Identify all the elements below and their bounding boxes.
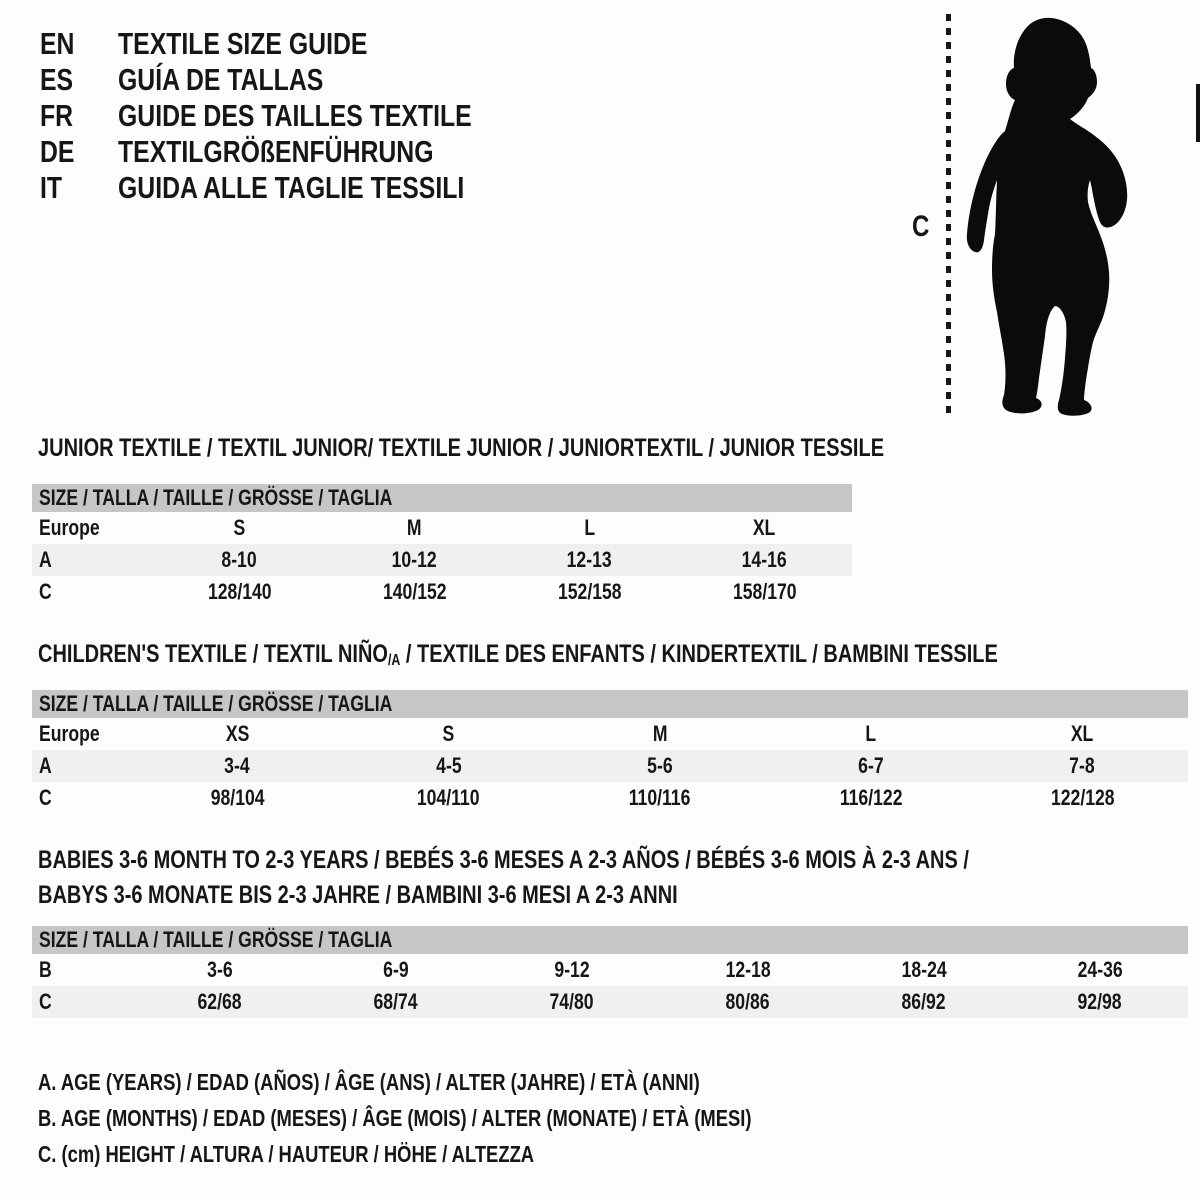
junior-size-table — [32, 484, 852, 608]
language-code: EN — [40, 26, 75, 61]
language-code: FR — [40, 98, 74, 133]
height-measure-label: C — [912, 210, 930, 243]
language-row-it — [40, 170, 560, 206]
legend-line-c: C. (cm) HEIGHT / ALTURA / HAUTEUR / HÖHE / ALTEZZA — [38, 1140, 535, 1167]
row-label: B — [39, 957, 52, 982]
children-table-title: CHILDREN'S TEXTILE / TEXTIL NIÑO/A / TEXTILE DES ENFANTS / KINDERTEXTIL / BAMBINI TESSILE — [38, 640, 998, 669]
table-row: C 128/140 140/152 152/158 158/170 — [39, 579, 797, 604]
language-row-es — [40, 62, 560, 98]
junior-table-title: JUNIOR TEXTILE / TEXTIL JUNIOR/ TEXTILE JUNIOR / JUNIORTEXTIL / JUNIOR TESSILE — [38, 434, 885, 462]
toddler-silhouette-icon — [958, 12, 1140, 418]
size-header-label: SIZE / TALLA / TAILLE / GRÖSSE / TAGLIA — [39, 927, 393, 952]
row-label: C — [39, 989, 52, 1014]
table-row: Europe S M L XL — [39, 515, 776, 540]
legend-line-a: A. AGE (YEARS) / EDAD (AÑOS) / ÂGE (ANS) / ALTER (JAHRE) / ETÀ (ANNI) — [38, 1068, 700, 1095]
row-label: A — [39, 547, 52, 572]
language-row-en — [40, 26, 560, 62]
language-row-de — [40, 134, 560, 170]
table-row: B 3-6 6-9 9-12 12-18 18-24 24-36 — [39, 957, 1123, 982]
legend — [38, 1064, 930, 1172]
table-row: A 3-4 4-5 5-6 6-7 7-8 — [32, 750, 1188, 782]
language-list — [40, 26, 560, 206]
legend-line-b: B. AGE (MONTHS) / EDAD (MESES) / ÂGE (MOIS) / ALTER (MONATE) / ETÀ (MESI) — [38, 1104, 752, 1131]
language-title: TEXTILE SIZE GUIDE — [118, 26, 368, 61]
row-label: Europe — [39, 721, 100, 746]
language-title: GUÍA DE TALLAS — [118, 62, 324, 97]
language-code: IT — [40, 170, 63, 205]
babies-table-title-line1: BABIES 3-6 MONTH TO 2-3 YEARS / BEBÉS 3-6 MESES A 2-3 AÑOS / BÉBÉS 3-6 MOIS À 2-3 ANS / — [38, 846, 969, 874]
language-title: TEXTILGRÖßENFÜHRUNG — [118, 134, 434, 169]
height-dashed-line — [946, 14, 951, 418]
children-size-table — [32, 690, 1188, 814]
language-code: DE — [40, 134, 75, 169]
image-edge-artifact — [1196, 84, 1200, 142]
size-header-label: SIZE / TALLA / TAILLE / GRÖSSE / TAGLIA — [39, 485, 393, 510]
table-row: C 98/104 104/110 110/116 116/122 122/128 — [39, 785, 1115, 810]
table-row: Europe XS S M L XL — [39, 721, 1094, 746]
size-header-row — [32, 484, 852, 512]
size-header-label: SIZE / TALLA / TAILLE / GRÖSSE / TAGLIA — [39, 691, 393, 716]
row-label: A — [39, 753, 52, 778]
table-row: A 8-10 10-12 12-13 14-16 — [32, 544, 852, 576]
language-title: GUIDE DES TAILLES TEXTILE — [118, 98, 472, 133]
row-label: Europe — [39, 515, 100, 540]
language-title: GUIDA ALLE TAGLIE TESSILI — [118, 170, 465, 205]
language-code: ES — [40, 62, 74, 97]
row-label: C — [39, 785, 52, 810]
language-row-fr — [40, 98, 560, 134]
table-row: C 62/68 68/74 74/80 80/86 86/92 92/98 — [32, 986, 1188, 1018]
row-label: C — [39, 579, 52, 604]
babies-size-table — [32, 926, 1188, 1018]
size-header-row — [32, 926, 1188, 954]
size-header-row — [32, 690, 1188, 718]
babies-table-title-line2: BABYS 3-6 MONATE BIS 2-3 JAHRE / BAMBINI 3-6 MESI A 2-3 ANNI — [38, 881, 678, 909]
title-subscript: /A — [387, 651, 401, 669]
